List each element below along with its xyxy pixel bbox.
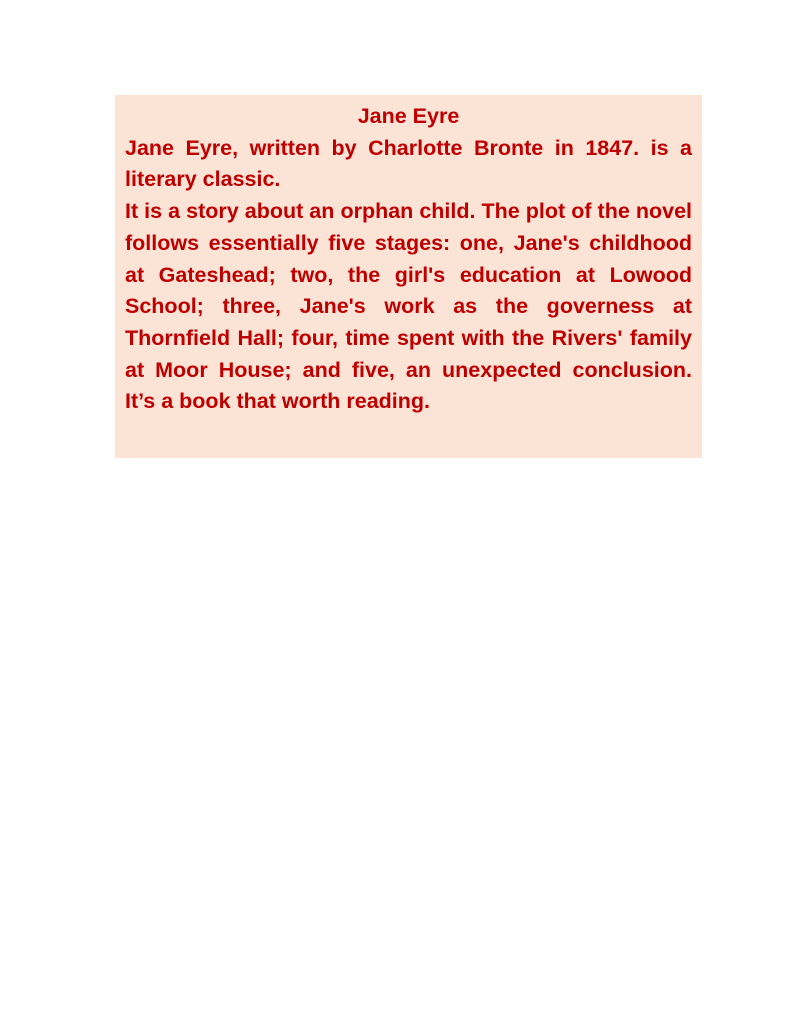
text-box <box>115 95 702 458</box>
plot-paragraph: It is a story about an orphan child. The plot of the novel follows essentially five stages: one, Jane's childhood at Gateshead; two, the girl's education at Lowood School; three, Jane's work as the governess at Thornfield Hall; four, time spent with the Rivers' family at Moor House; and five, an unexpected conclusion. It’s a book that worth reading. <box>125 199 692 414</box>
document-title: Jane Eyre <box>357 104 460 128</box>
intro-paragraph: Jane Eyre, written by Charlotte Bronte in 1847. is a literary classic. <box>125 135 692 192</box>
